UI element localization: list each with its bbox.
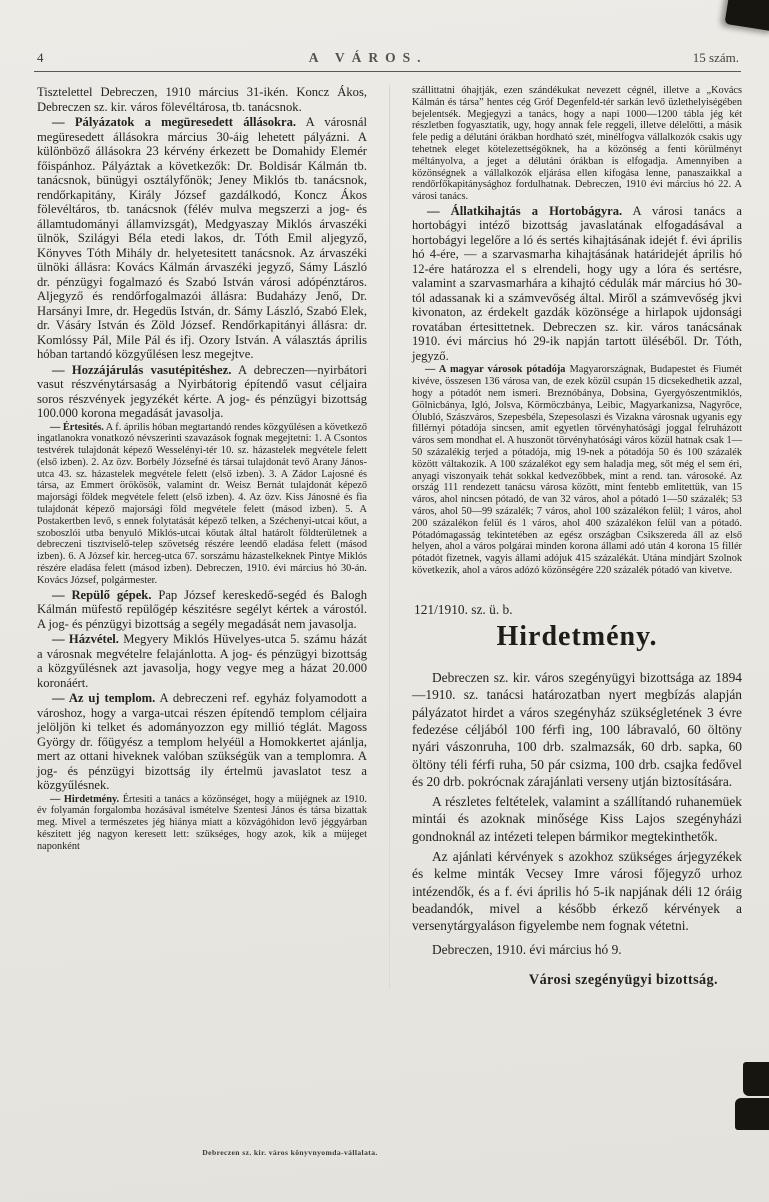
paragraph-text: Magyarországnak, Budapestet és Fiumét kivéve, összesen 136 városa van, de ezek közül csupán 15 dicsekedhetik azzal, hogy a pótadót nem ismeri. Breznóbánya, Dobsina, Gyergyószentmiklós, Gölnicbánya, Igló, Jolsva, Körmöczbánya, Leibic, Magyarkanizsa, Nagyrőce, Ólubló, Szászváros, Szepesbéla, Szepesolaszi és Vizakna városnak ugyanis egy fillérnyi pótadója sincsen, amit egyetlen törvényhatósági joggal felruházott város sem mondhat el. A huszonöt törvényhatósági város közül hatnak csak 1—50 százalékig terjed a pótadója, mig 19-nek a pótadója 50 és 100 százalék között váltakozik. A 100 százalékot egy sem haladja meg, sőt még el sem éri, anyagi viszonyaik tehát sokkal kedvezőbbek, mint a rend. tan. városoké. Az ország 111 rendezett tanácsu városa között, mint fentebb emlitettük, van 15 város, ahol nincsen pótadó, de van 32 város, ahol a pótadó 1—50 százalék; 53 város, ahol 50—99 százalék; 7 város, ahol 100 százalékon felül; 1 város, ahol 200 százalékon felül és 1 város, ahol 400 százalékon felül van a pótadó. Pótadómagasság tekintetében az egész országban Csikszereda áll az első helyen, ahol a város polgárai minden korona állami adó után 4 korona 15 fillér pótadót fizetnek, vagyis állami adójuk 415 százalékát. Utána mindjárt Szolnok következik, ahol a város adózó közönségére 220 százalék pótadó van kivetve.: [412, 364, 742, 577]
article-paragraph: [37, 794, 367, 853]
text-columns: [37, 85, 742, 989]
article-lead: — Értesités.: [50, 421, 104, 433]
issue-number: 15 szám.: [692, 50, 739, 65]
article-lead: — Házvétel.: [52, 632, 119, 647]
article-lead: — Az uj templom.: [52, 691, 156, 706]
article-lead: — Pályázatok a megüresedett állásokra.: [52, 115, 297, 129]
masthead-title: A VÁROS.: [308, 50, 428, 65]
paragraph-text: Értesiti a tanács a közönséget, hogy a müjégnek az 1910. év folyamán forgalomba hozásával ismételve Szentesi János és társa bizattak meg. Mivel a természetes jég hiánya miatt a közvágóhidon levő jéggyárban készitett jég nagyon keresett lett: szükséges, hogy azok, kik a müjeget naponként: [37, 793, 367, 852]
page-number-left: 4: [37, 50, 44, 65]
notice-paragraph: Debreczen sz. kir. város szegényügyi bizottsága az 1894—1910. sz. tanácsi határozatban nyert megbízás alapján pályázatot hirdet a város szegényház szükségletének 3 évre fedezése céljából 100 férfi ing, 100 lábravaló, 60 öltöny nyári vászonruha, 100 drb. szalmazsák, 60 drb. sapka, 60 öltöny téli férfi ruha, 50 pár csizma, 100 drb. csajka fedővel és 20 drb. pokrócnak zárajánlati verseny utján biztosítására.: [412, 670, 742, 789]
page-header: [37, 50, 739, 66]
article-lead: — A magyar városok pótadója: [425, 364, 566, 376]
article-paragraph: [37, 422, 367, 587]
paragraph-text: Megyery Miklós Hüvelyes-utca 5. számu házát a városnak megvételre felajánlotta. A jog- és pénzügyi bizottság a közgyűlésnek azt javasolja, hogy vegye meg a házat 20.000 koronáért.: [37, 632, 367, 690]
article-lead: — Állatkihajtás a Hortobágyra.: [427, 203, 623, 218]
article-lead: — Hozzájárulás vasutépitéshez.: [52, 362, 232, 377]
paragraph-text: A debreczen—nyirbátori vasut részvénytársaság a Nyirbátorig építendő vasut céljaira soros részvények jegyzékét kérte. A jog- és pénzügyi bizottság 100.000 korona megadását javasolja.: [37, 362, 367, 420]
right-column: [412, 85, 742, 989]
scan-artifact-corner: [725, 0, 769, 32]
article-paragraph: [412, 204, 742, 364]
paragraph-text: A városi tanács a hortobágyi intéző bizottság javaslatának elfogadásával a hortobágyi legelőre a ló és sertés kihajtásának idejét f. évi április hó 4-ére, — a szarvasmarha kihajtásának határidejét április hó 12-ére határozza el s elrendeli, hogy ugy a lóra és sertésre, valamint a szarvasmarhára a kihajtó cédulák már március hó 30-tól adassanak ki a számvevőség által. Miről a számvevőség jkvi kivonaton, az érdekelt gazdák közönsége a hirlapok ujdonsági rovatában értesittetnek. Debreczen sz. kir. város tanácsának 1910. évi március hó 29-ik napján tartott üléséből. Dr. Tóth, jegyző.: [412, 203, 742, 363]
left-column: [37, 85, 367, 989]
paragraph-text: Pap József kereskedő-segéd és Balogh Kálmán müfestő repülőgép készitésre segélyt kértek a várostól. A jog- és pénzügyi bizottság a segély megadását nem javasolja.: [37, 587, 367, 631]
article-paragraph: [37, 115, 367, 362]
article-paragraph: [412, 85, 742, 203]
notice-title: Hirdetmény.: [496, 621, 658, 653]
notice-date: Debreczen, 1910. évi március hó 9.: [432, 941, 622, 957]
header-rule: [34, 71, 741, 72]
notice-paragraph: A részletes feltételek, valamint a szállítandó ruhanemüek mintái és azoknak minősége Kiss Lajos szegényházi gondnoknál az intézeti telepen bármikor megtekinthetők.: [412, 794, 742, 844]
paragraph-text: szállittatni óhajtják, ezen szándékukat nevezett cégnél, illetve a „Kovács Kálmán és társa” hentes cég Gróf Degenfeld-tér sarkán levő üzlethelyiségében bejelentsék. Megjegyzi a tanács, hogy a napi 1000—1200 tábla jég két részletben fogyasztatik, ugy, hogy annak fele reggeli, illetve délelőtti, a másik fele pedig a délutáni órákban hordható szét, minélfogva vállalkozók csakis ugy tehetnek eleget kötelezettségöknek, ha a közönség a fenti körülményt méltányolva, a jeget a délutáni órákban is elfogadja. Amennyiben a közönségnek a vállalkozók eljárása ellen kifogása lenne, panaszaikkal a rendőrfőkapitánysághoz fordulhatnak. Debreczen, 1910 évi március hó 22. A városi tanács.: [412, 85, 742, 203]
paragraph-text: A f. április hóban megtartandó rendes közgyűlésen a következő ingatlanokra vonatkozó névszerinti szavazások fognak megejtetni: 1. A Csontos testvérek tulajdonát képező Wesselényi-tér 10. sz. házastelek megvétele felett (első izben). 2. Az özv. Borbély Józsefné és társai tulajdonát tevő Arany János-utca 43. sz. házastelek megvétele felett (első izben). 3. A Zádor Lajosné és társa, az Emmert örökösök, valamint dr. Weisz Bernát tulajdonát képező majorsági földek megvétele felett (első izben). 4. Az özv. Kiss Jánosné és fia tulajdonát képező majorsági föld megvétele felett (másod izben). 5. A Postakertben levő, s ennek folytatását képező telken, a Széchenyi-utcai kőut, a szoboszlói utba benyuló Miklós-utcai kőutak által határolt földterületnek a debreczeni tisztviselő-telep szövetség részére leendő eladása felett (másod izben). 6. A József kir. herceg-utca 67. sorszámu házastelkeknek Pintye Miklós részére eladása felett (másod izben). Debreczen, 1910. évi március hó 30-án. Kovács József, polgármester.: [37, 421, 367, 586]
article-paragraph: [37, 691, 367, 793]
article-lead: — Repülő gépek.: [52, 587, 152, 602]
scan-artifact-edge: [735, 1098, 769, 1130]
article-paragraph: [37, 588, 367, 632]
paragraph-text: A debreczeni ref. egyház folyamodott a városhoz, hogy a varga-utcai részen építendő templom céljaira jelöljön ki telket és adományozzon egy millió téglát. Magoss György dr. főügyész a templom helyéül a Homokkertet ajánlja, mert az ottani hiveknek valóban szükségük van a templomra. A jog- és pénzügyi bizottság ily értelmü javaslatot tesz a közgyűlésnek.: [37, 691, 367, 793]
column-divider: [389, 85, 390, 989]
notice-paragraph: Az ajánlati kérvények s azokhoz szükséges árjegyzékek és kelme minták Vecsey Imre városi főjegyző urhoz intézendők, és a f. évi április hó 5-ik napjának déli 12 óráig beadandók, mivel a később érkező kérvények a versenytárgyaláson figyelembe nem fognak vétetni.: [412, 849, 742, 934]
article-lead: — Hirdetmény.: [50, 793, 120, 805]
article-paragraph: [412, 364, 742, 576]
article-paragraph: [37, 363, 367, 421]
paragraph-text: Tisztelettel Debreczen, 1910 március 31-ikén. Koncz Ákos, Debreczen sz. kir. város fölevéltárosa, tb. tanácsnok.: [37, 85, 367, 114]
paragraph-text: A városnál megüresedett állásokra március 30-áig lehetett pályázni. A különböző állásokra 23 kérvény érkezett be Domahidy Elemér főispánhoz. Pályáztak a következők: Dr. Boldisár Kálmán tb. tanácsnok, bünügyi osztályfőnök; Jeney Miklós tb. tanácsnok, rendőrkapitány, Király József gazdálkodó, Koncz Ákos fölevéltáros, tb. tanácsnok (félév mulva megszerzi a jog- és államtudományi államvizsgát), Medgyaszay Miklós árvaszéki ülnök, Szilágyi Béla etedi lakos, dr. Tóth Emil aljegyző, Könyves Tóth Mihály dr. helyetesitett tanácsnok. Az árvaszéki ülnöki állásra: Kovács Kálmán árvaszéki jegyző, Sámy László dr. pénzügyi fogalmazó és Szabó István városi adópénztáros. Aljegyző és rendőrfogalmazói állásra: Budaházy Jenő, Dr. Harsányi Imre, dr. Hegedüs István, dr. Sámy László, Szabó Elek, dr. Vásáry István és Zöld József. Rendőrkapitányi állásra: dr. Komlóssy Pál, Mile Pál és ifj. Ozory István. A választás április hóban tartandó közgyűlésen lesz megejtve.: [37, 115, 367, 361]
article-paragraph: [37, 85, 367, 114]
official-notice: [412, 601, 742, 989]
article-paragraph: [37, 632, 367, 690]
notice-signature: Városi szegényügyi bizottság.: [528, 971, 718, 988]
scan-artifact-edge: [743, 1062, 769, 1096]
notice-reference: 121/1910. sz. ü. b.: [414, 601, 513, 617]
printer-imprint: Debreczen sz. kir. város könyvnyomda-vállalata.: [202, 1148, 378, 1157]
